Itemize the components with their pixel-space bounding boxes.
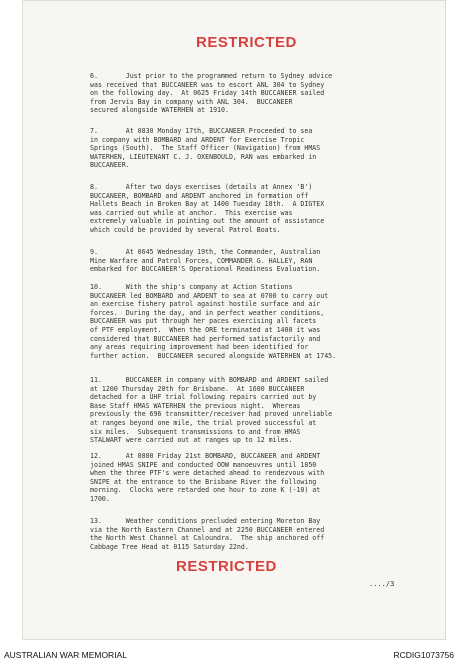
paragraph-11: 11. BUCCANEER in company with BOMBARD and ARDENT sailed at 1200 Thursday 20th for Brisbane. At 1600 BUCCANEER detached for a UHF trial following repairs carried out by Base Staff HMAS WATERHEN the previous night. Whereas previously the 696 transmitter/receiver had proved unreliable at ranges beyond one mile, the trial proved successful at six miles. Subsequent transmissions to and from HMAS STALWART were carried out at ranges up to 12 miles. (90, 376, 333, 445)
paragraph-13: 13. Weather conditions precluded entering Moreton Bay via the North Eastern Channel and at 2250 BUCCANEER entered the North West Channel at Caloundra. The ship anchored off Cabbage Tree Head at 0115 Saturday 22nd. (90, 517, 325, 551)
paragraph-7: 7. At 0830 Monday 17th, BUCCANEER Proceeded to sea in company with BOMBARD and ARDENT for Exercise Tropic Springs (South). The Staff Officer (Navigation) from HMAS WATERHEN, LIEUTENANT C. J. OXENBOULD, RAN was embarked in BUCCANEER. (90, 127, 321, 170)
paragraph-10: 10. With the ship's company at Action Stations BUCCANEER led BOMBARD and ARDENT to sea at 0700 to carry out an exercise fishery patrol against hostile surface and air forces. During the day, and in perfect weather conditions, BUCCANEER was put through her paces exercising all facets of PTF employment. When the ORE terminated at 1400 it was considered that BUCCANEER had performed satisfactorily and any areas requiring improvement had been identified for further action. BUCCANEER secured alongside WATERHEN at 1745. (90, 283, 337, 360)
paragraph-8: 8. After two days exercises (details at Annex 'B') BUCCANEER, BOMBARD and ARDENT anchored in formation off Hallets Beach in Broken Bay at 1400 Tuesday 18th. A DIGTEX was carried out while at anchor. This exercise was extremely valuable in pointing out the amount of assistance which could be provided by several Patrol Boats. (90, 183, 325, 234)
paragraph-12: 12. At 0800 Friday 21st BOMBARD, BUCCANEER and ARDENT joined HMAS SNIPE and conducted OOW manoeuvres until 1050 when the three PTF's were detached ahead to rendezvous with SNIPE at the entrance to the Brisbane River the following morning. Clocks were retarded one hour to zone K (-10) at 1700. (90, 452, 325, 503)
restricted-stamp-bottom: RESTRICTED (176, 558, 277, 575)
paragraph-6: 6. Just prior to the programmed return to Sydney advice was received that BUCCANEER was to escort ANL 304 to Sydney on the following day. At 0625 Friday 14th BUCCANEER sailed from Jervis Bay in company with ANL 304. BUCCANEER secured alongside WATERHEN at 1910. (90, 72, 333, 115)
restricted-stamp-top: RESTRICTED (196, 34, 297, 51)
archive-reference: RCDIG1073756 (393, 650, 454, 660)
archive-name: AUSTRALIAN WAR MEMORIAL (4, 650, 127, 660)
page-continuation: ..../3 (369, 580, 395, 588)
paragraph-9: 9. At 0645 Wednesday 19th, the Commander, Australian Mine Warfare and Patrol Forces, COMMANDER G. HALLEY, RAN embarked for BUCCANEER'S Operational Readiness Evaluation. (90, 248, 321, 274)
